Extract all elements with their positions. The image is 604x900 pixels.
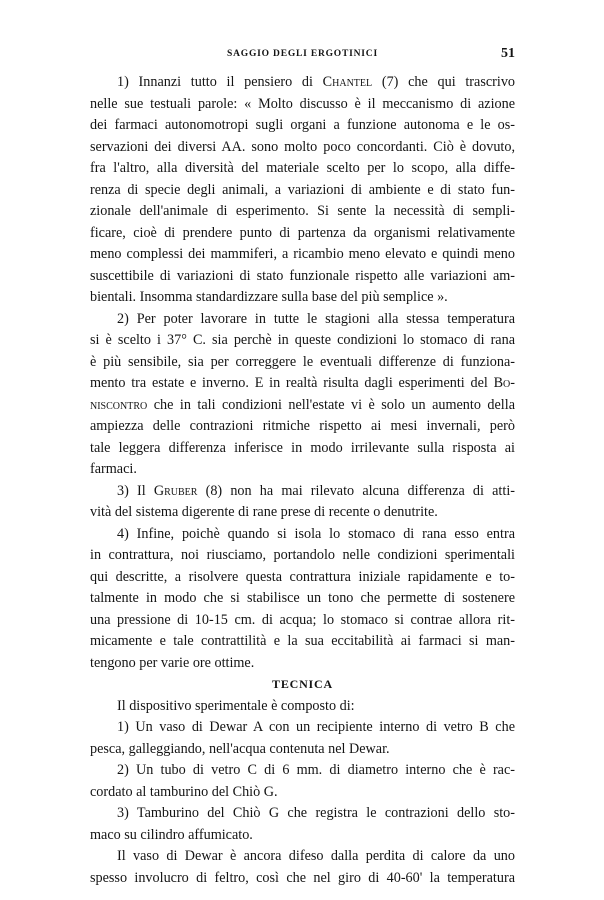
text-line: 2) Per poter lavorare in tutte le stagioni alla stessa temperatura bbox=[117, 310, 515, 327]
paragraph-1 bbox=[90, 72, 515, 309]
text-line: Il dispositivo sperimentale è composto di: bbox=[117, 697, 355, 714]
paragraph-final bbox=[90, 846, 515, 889]
text-line: farmaci. bbox=[90, 461, 137, 477]
text-line: niscontro che in tali condizioni nell'estate vi è solo un aumento della bbox=[90, 396, 515, 413]
author-name: niscontro bbox=[90, 396, 148, 413]
text-line: ficare, cioè di prendere punto di partenza da organismi relativamente bbox=[90, 224, 515, 241]
text-line: suscettibile di variazioni di stato funzionale rispetto alle variazioni am- bbox=[90, 267, 515, 284]
text-line: micamente e tale contrattilità e la sua eccitabilità ai farmaci si man- bbox=[90, 633, 515, 649]
text-line: servazioni dei diversi AA. sono molto poco concordanti. Ciò è dovuto, bbox=[90, 138, 515, 155]
text-line: fra l'altro, alla diversità del materiale scelto per lo scopo, alla diffe- bbox=[90, 160, 515, 176]
text-line: mento tra estate e inverno. E in realtà risulta dagli esperimenti del Bo- bbox=[90, 375, 515, 391]
text-line: tengono per varie ore ottime. bbox=[90, 654, 255, 671]
running-title: SAGGIO DEGLI ERGOTINICI bbox=[227, 49, 378, 59]
text-line: una pressione di 10-15 cm. di acqua; lo stomaco si contrae allora rit- bbox=[90, 611, 515, 628]
text-line: meno complessi dei mammiferi, a ricambio meno elevato e quindi meno bbox=[90, 246, 515, 262]
paragraph-3 bbox=[90, 481, 515, 524]
text-line: cordato al tamburino del Chiò G. bbox=[90, 783, 278, 800]
list-item bbox=[90, 803, 515, 846]
text-line: 3) Il Gruber (8) non ha mai rilevato alcuna differenza di atti- bbox=[117, 482, 515, 499]
text-line: qui descritte, a risolvere questa contrattura iniziale rapidamente e to- bbox=[90, 568, 515, 585]
text-line: in contrattura, noi riusciamo, portandolo nelle condizioni sperimentali bbox=[90, 547, 515, 563]
text-line: dei farmaci autonomotropi sugli organi a funzione autonoma e le os- bbox=[90, 117, 515, 133]
text-line: vità del sistema digerente di rane prese di recente o denutrite. bbox=[90, 504, 438, 520]
text-line: 1) Un vaso di Dewar A con un recipiente interno di vetro B che bbox=[117, 719, 515, 735]
text-line: maco su cilindro affumicato. bbox=[90, 826, 253, 843]
text-line: bientali. Insomma standardizzare sulla base del più semplice ». bbox=[90, 289, 448, 305]
author-name: Gruber bbox=[153, 482, 198, 499]
text-line: renza di specie degli animali, a variazioni di ambiente e di stato fun- bbox=[90, 181, 515, 198]
text-line: nelle sue testuali parole: « Molto discusso è il meccanismo di azione bbox=[90, 95, 515, 112]
text-line: talmente in modo che si stabilisce un tono che permette di sostenere bbox=[90, 590, 515, 606]
text-line: zionale dell'animale di esperimento. Si sente la necessità di sempli- bbox=[90, 203, 515, 219]
text-line: tale leggera differenza inferisce in modo irrilevante sulla risposta ai bbox=[90, 439, 515, 456]
text-line: spesso involucro di feltro, così che nel giro di 40-60' la temperatura bbox=[90, 869, 515, 886]
text-line: Il vaso di Dewar è ancora difeso dalla perdita di calore da uno bbox=[117, 848, 515, 864]
author-name: Chantel bbox=[322, 74, 373, 90]
text-line: 1) Innanzi tutto il pensiero di Chantel (7) che qui trascrivo bbox=[117, 74, 516, 90]
text-line: ampiezza delle contrazioni ritmiche rispetto ai mesi invernali, però bbox=[90, 418, 515, 434]
text-line: 2) Un tubo di vetro C di 6 mm. di diametro interno che è rac- bbox=[117, 762, 515, 778]
text-line: 4) Infine, poichè quando si isola lo stomaco di rana esso entra bbox=[117, 525, 515, 542]
text-line: si è scelto i 37° C. sia perchè in queste condizioni lo stomaco di rana bbox=[90, 332, 515, 348]
paragraph-2 bbox=[90, 309, 515, 481]
paragraph-4 bbox=[90, 524, 515, 675]
body-text bbox=[90, 72, 515, 889]
text-line: 3) Tamburino del Chiò G che registra le contrazioni dello sto- bbox=[117, 805, 515, 821]
text-line: è più sensibile, sia per correggere le eventuali differenze di funziona- bbox=[90, 353, 515, 370]
list-item bbox=[90, 760, 515, 803]
page-number: 51 bbox=[501, 46, 515, 61]
running-header bbox=[90, 46, 515, 65]
list-item bbox=[90, 717, 515, 760]
author-name: Bo- bbox=[493, 375, 515, 391]
section-heading: TECNICA bbox=[272, 677, 333, 691]
text-line: pesca, galleggiando, nell'acqua contenuta nel Dewar. bbox=[90, 740, 390, 757]
